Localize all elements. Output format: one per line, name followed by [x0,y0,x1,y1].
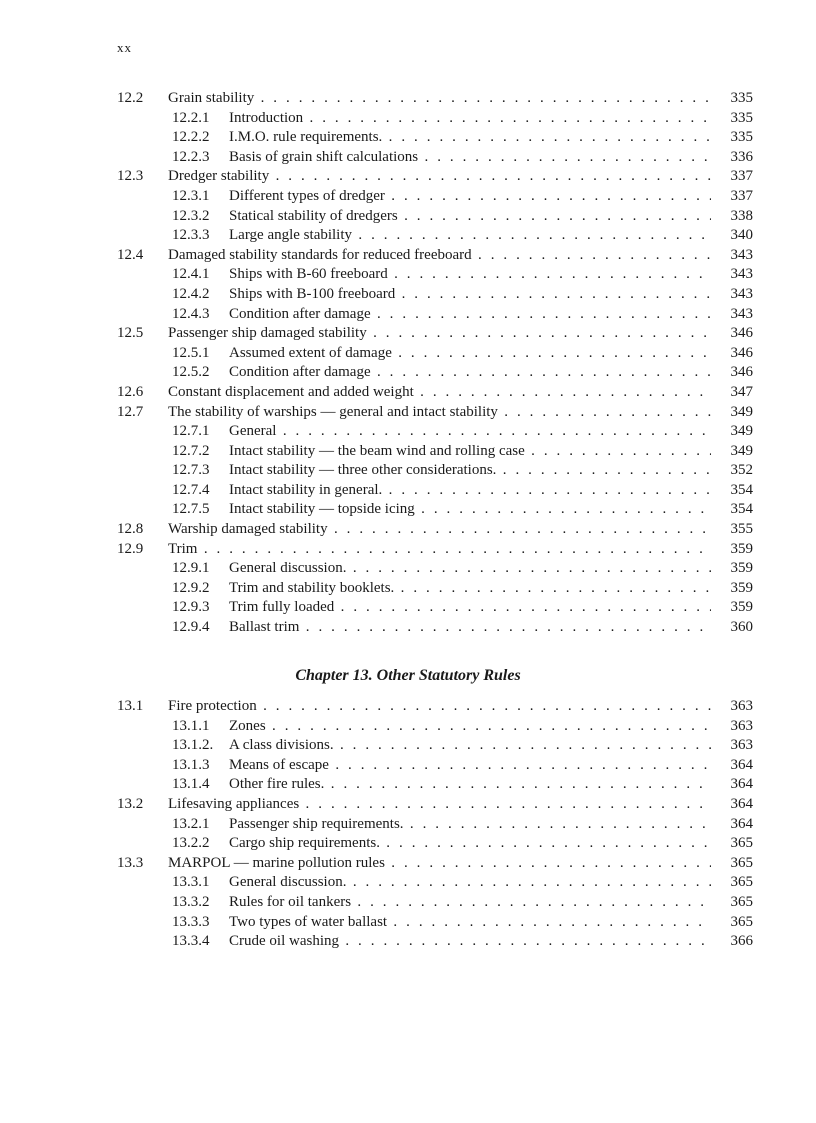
toc-subsection-entry [117,913,753,933]
toc-entry-number: 12.5 [117,325,144,342]
toc-section-entry [117,324,753,344]
toc-entry-page: 346 [730,325,753,342]
toc-entry-page: 354 [730,501,753,518]
toc-entry-title: A class divisions. . . . [229,736,711,756]
toc-entry-page: 335 [730,90,753,106]
toc-entry-page: 359 [730,560,753,577]
toc-subsection-entry [117,109,753,129]
toc-subsection-entry [117,344,753,364]
toc-section-entry [117,697,753,717]
toc-entry-number: 12.3.3 [172,227,210,244]
toc-entry-title: Cargo ship requirements. . . . [229,834,711,854]
toc-entry-title: Condition after damage . . . [229,305,711,325]
toc-entry-page: 365 [730,835,753,852]
toc-entry-title: Passenger ship damaged stability . . . [168,324,711,344]
toc-entry-number: 12.9.2 [172,579,210,596]
toc-subsection-entry [117,422,753,442]
toc-entry-number: 13.2.2 [172,835,210,852]
toc-entry-title: Condition after damage . . . [229,363,711,383]
toc-entry-page: 338 [730,207,753,224]
toc-entry-page: 337 [730,168,753,185]
toc-entry-number: 13.3.2 [172,893,210,910]
toc-entry-title: Intact stability — three other considerations. . . . [229,461,711,481]
toc-entry-title: Grain stability . . . [168,89,711,109]
toc-entry-number: 13.3.4 [172,933,210,950]
toc-subsection-entry [117,932,753,952]
toc-entry-title: Rules for oil tankers . . . [229,893,711,913]
page-number: xx [117,40,132,55]
toc-entry-number: 12.5.1 [172,344,210,361]
toc-entry-title: General . . . [229,422,711,442]
toc-subsection-entry [117,873,753,893]
toc-entry-number: 12.7.1 [172,423,210,440]
toc-entry-title: Damaged stability standards for reduced freeboard . . . [168,246,711,266]
toc-entry-page: 363 [730,717,753,734]
toc-subsection-entry [117,756,753,776]
toc-entry-number: 12.9.3 [172,599,210,616]
toc-section-chapter-13 [117,697,753,952]
toc-section-entry [117,540,753,560]
toc-entry-page: 349 [730,403,753,420]
toc-entry-page: 365 [730,913,753,930]
toc-entry-page: 364 [730,776,753,793]
toc-section-chapter-12 [117,89,753,638]
toc-entry-number: 12.3 [117,168,144,185]
toc-entry-number: 13.2.1 [172,815,210,832]
toc-entry-number: 12.9.4 [172,619,210,636]
toc-entry-number: 12.4.1 [172,266,210,283]
toc-entry-page: 365 [730,874,753,891]
toc-entry-page: 340 [730,227,753,244]
toc-section-entry [117,520,753,540]
toc-entry-number: 12.7.4 [172,481,210,498]
toc-entry-page: 337 [730,187,753,204]
toc-subsection-entry [117,500,753,520]
toc-entry-page: 335 [730,109,753,126]
toc-entry-title: Crude oil washing . . . [229,932,711,952]
toc-entry-title: General discussion. . . . [229,559,711,579]
toc-entry-title: Warship damaged stability . . . [168,520,711,540]
toc-entry-number: 12.7.5 [172,501,210,518]
toc-entry-page: 366 [730,933,753,950]
toc-entry-title: Trim fully loaded . . . [229,598,711,618]
toc-entry-title: Different types of dredger . . . [229,187,711,207]
toc-entry-page: 355 [730,521,753,538]
toc-entry-title: Other fire rules. . . . [229,775,711,795]
toc-entry-title: Zones . . . [229,717,711,737]
toc-entry-page: 335 [730,129,753,146]
toc-entry-number: 12.9 [117,540,144,557]
toc-subsection-entry [117,775,753,795]
toc-subsection-entry [117,893,753,913]
toc-subsection-entry [117,815,753,835]
toc-entry-page: 343 [730,246,753,263]
toc-subsection-entry [117,148,753,168]
toc-entry-title: Ships with B-60 freeboard . . . [229,265,711,285]
toc-entry-title: Intact stability in general. . . . [229,481,711,501]
toc-entry-number: 12.4.3 [172,305,210,322]
toc-entry-number: 13.2 [117,795,144,812]
toc-section-entry [117,854,753,874]
toc-section-entry [117,795,753,815]
toc-subsection-entry [117,481,753,501]
toc-entry-number: 12.7.2 [172,442,210,459]
toc-entry-page: 359 [730,540,753,557]
toc-entry-number: 13.1.4 [172,776,210,793]
toc-entry-page: 363 [730,698,753,714]
toc-entry-number: 13.1.2. [172,737,214,754]
toc-entry-number: 12.4 [117,246,144,263]
toc-entry-title: Statical stability of dredgers . . . [229,207,711,227]
toc-entry-page: 343 [730,266,753,283]
toc-entry-page: 336 [730,148,753,165]
toc-entry-page: 346 [730,364,753,381]
toc-entry-title: Two types of water ballast . . . [229,913,711,933]
toc-entry-title: Ballast trim . . . [229,618,711,638]
toc-entry-title: Dredger stability . . . [168,167,711,187]
toc-entry-number: 12.2.1 [172,109,210,126]
toc-entry-page: 360 [730,619,753,636]
toc-entry-page: 363 [730,737,753,754]
toc-entry-number: 13.3.3 [172,913,210,930]
toc-entry-title: Basis of grain shift calculations . . . [229,148,711,168]
toc-entry-page: 346 [730,344,753,361]
toc-section-entry [117,403,753,423]
toc-entry-number: 12.5.2 [172,364,210,381]
toc-subsection-entry [117,461,753,481]
toc-subsection-entry [117,598,753,618]
chapter-heading: Chapter 13. Other Statutory Rules [295,667,521,684]
toc-entry-number: 12.3.1 [172,187,210,204]
toc-section-entry [117,383,753,403]
toc-entry-page: 354 [730,481,753,498]
toc-entry-page: 365 [730,893,753,910]
toc-entry-page: 343 [730,305,753,322]
toc-entry-page: 365 [730,854,753,871]
toc-subsection-entry [117,128,753,148]
toc-entry-page: 359 [730,599,753,616]
toc-entry-page: 343 [730,285,753,302]
toc-section-entry [117,89,753,109]
toc-entry-page: 359 [730,579,753,596]
toc-section-entry [117,167,753,187]
toc-entry-title: General discussion. . . . [229,873,711,893]
toc-entry-title: Intact stability — topside icing . . . [229,500,711,520]
toc-section-entry [117,246,753,266]
toc-entry-number: 12.2 [117,90,144,106]
toc-subsection-entry [117,305,753,325]
toc-entry-number: 12.8 [117,521,144,538]
toc-entry-number: 13.3 [117,854,144,871]
toc-entry-page: 347 [730,383,753,400]
toc-subsection-entry [117,717,753,737]
toc-entry-number: 13.1.1 [172,717,210,734]
toc-entry-title: Introduction . . . [229,109,711,129]
toc-entry-title: Fire protection . . . [168,697,711,717]
toc-entry-page: 364 [730,815,753,832]
toc-entry-number: 12.4.2 [172,285,210,302]
toc-entry-title: Constant displacement and added weight . . . [168,383,711,403]
toc-subsection-entry [117,834,753,854]
toc-entry-title: Intact stability — the beam wind and rolling case . . . [229,442,711,462]
toc-entry-number: 13.1.3 [172,756,210,773]
toc-entry-number: 12.7 [117,403,144,420]
toc-entry-title: Trim . . . [168,540,711,560]
toc-entry-number: 12.3.2 [172,207,210,224]
toc-entry-number: 13.1 [117,698,144,714]
toc-entry-number: 12.6 [117,383,144,400]
toc-subsection-entry [117,265,753,285]
toc-subsection-entry [117,736,753,756]
toc-entry-number: 13.3.1 [172,874,210,891]
toc-entry-title: Lifesaving appliances . . . [168,795,711,815]
toc-entry-title: Trim and stability booklets. . . . [229,579,711,599]
toc-subsection-entry [117,618,753,638]
toc-entry-page: 364 [730,795,753,812]
toc-entry-page: 349 [730,423,753,440]
toc-entry-page: 364 [730,756,753,773]
toc-entry-number: 12.2.2 [172,129,210,146]
toc-entry-number: 12.9.1 [172,560,210,577]
toc-subsection-entry [117,187,753,207]
toc-subsection-entry [117,226,753,246]
toc-entry-title: Passenger ship requirements. . . . [229,815,711,835]
toc-subsection-entry [117,363,753,383]
toc-entry-number: 12.7.3 [172,462,210,479]
toc-entry-title: MARPOL — marine pollution rules . . . [168,854,711,874]
toc-subsection-entry [117,579,753,599]
toc-subsection-entry [117,207,753,227]
toc-entry-title: I.M.O. rule requirements. . . . [229,128,711,148]
toc-entry-page: 352 [730,462,753,479]
toc-entry-number: 12.2.3 [172,148,210,165]
toc-entry-title: Means of escape . . . [229,756,711,776]
toc-entry-title: The stability of warships — general and intact stability . . . [168,403,711,423]
toc-entry-title: Ships with B-100 freeboard . . . [229,285,711,305]
toc-entry-page: 349 [730,442,753,459]
toc-entry-title: Assumed extent of damage . . . [229,344,711,364]
toc-entry-title: Large angle stability . . . [229,226,711,246]
toc-subsection-entry [117,285,753,305]
toc-subsection-entry [117,559,753,579]
toc-subsection-entry [117,442,753,462]
